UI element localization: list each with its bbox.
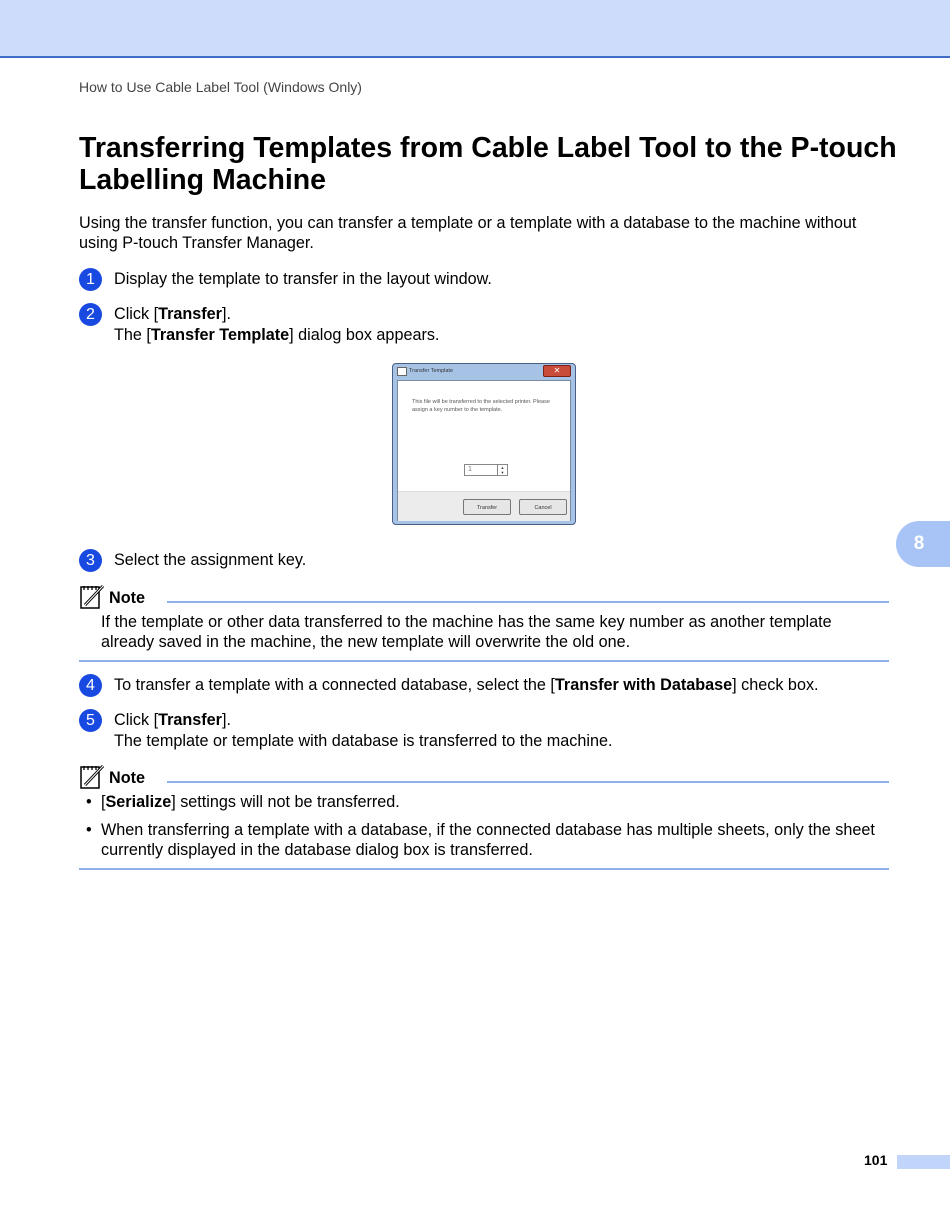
- note-label: Note: [109, 589, 145, 607]
- chapter-number: 8: [913, 533, 925, 554]
- note-rule: [167, 781, 889, 783]
- step-2: [79, 304, 899, 345]
- step-text: [114, 304, 899, 345]
- step-text-suffix: ] check box.: [732, 676, 819, 694]
- note-box-2: [79, 764, 889, 870]
- transfer-button: Transfer: [463, 499, 511, 515]
- step-text: Select the assignment key.: [114, 551, 307, 569]
- note-pencil-icon: [79, 764, 107, 790]
- step-number: 3: [79, 549, 102, 572]
- step-bold-term: Transfer: [158, 305, 222, 323]
- close-icon: ✕: [543, 365, 571, 377]
- running-head: How to Use Cable Label Tool (Windows Only): [79, 79, 362, 95]
- step-text: [114, 675, 899, 696]
- cancel-button: Cancel: [519, 499, 567, 515]
- bullet-text: When transferring a template with a database, if the connected database has multiple sheets, only the sheet currently displayed in the database dialog box is transferred.: [101, 821, 875, 859]
- step-line2: The template or template with database is transferred to the machine.: [114, 731, 613, 750]
- note-text: If the template or other data transferred to the machine has the same key number as another template already saved in the machine, the new template will overwrite the old one.: [101, 613, 832, 651]
- page-title: Transferring Templates from Cable Label Tool to the P-touch Labelling Machine: [79, 132, 897, 196]
- step-text-prefix: Click [: [114, 305, 159, 323]
- step-text-prefix: Click [: [114, 711, 159, 729]
- bullet-icon: •: [86, 793, 92, 811]
- step-text-suffix: ].: [221, 305, 231, 323]
- step-5: [79, 710, 899, 751]
- step-text: Display the template to transfer in the layout window.: [114, 270, 492, 288]
- dialog-message: This file will be transferred to the selected printer. Please assign a key number to the template.: [412, 399, 550, 413]
- chapter-tab: [896, 521, 950, 567]
- note-header: [79, 764, 889, 790]
- note-pencil-icon: [79, 584, 107, 610]
- key-number-spinner: [464, 464, 508, 476]
- step-text-prefix: To transfer a template with a connected database, select the [: [114, 676, 555, 694]
- dialog-client-area: [397, 380, 571, 521]
- window-icon: [397, 367, 407, 376]
- step-line2-bold: Transfer Template: [150, 325, 290, 344]
- note-rule: [167, 601, 889, 603]
- step-3: [79, 550, 899, 571]
- spin-down-icon: ▼: [500, 470, 505, 475]
- dialog-title: Transfer Template: [409, 368, 454, 374]
- step-line2-suffix: ] dialog box appears.: [289, 325, 440, 344]
- dialog-title-bar: [393, 364, 575, 378]
- page-number: 101: [864, 1152, 888, 1168]
- note-bottom-rule: [79, 660, 889, 662]
- step-text-suffix: ].: [221, 711, 231, 729]
- note-box-1: [79, 584, 889, 662]
- top-band: [0, 0, 950, 58]
- list-item: [79, 792, 889, 812]
- note-bullet-list: [79, 792, 889, 860]
- note-bottom-rule: [79, 868, 889, 870]
- step-number: 2: [79, 303, 102, 326]
- step-number: 1: [79, 268, 102, 291]
- bullet-text-suffix: ] settings will not be transferred.: [171, 793, 400, 811]
- list-item: [79, 820, 889, 860]
- step-text: [114, 710, 899, 751]
- step-number: 4: [79, 674, 102, 697]
- step-bold-term: Transfer with Database: [554, 676, 733, 694]
- step-1: [79, 269, 899, 290]
- note-label: Note: [109, 769, 145, 787]
- step-line2-prefix: The [: [114, 325, 151, 344]
- bullet-text-prefix: [: [101, 793, 106, 811]
- bullet-icon: •: [86, 821, 92, 839]
- step-bold-term: Transfer: [158, 711, 222, 729]
- key-number-value: 1: [468, 466, 472, 473]
- spinner-arrows: [497, 465, 507, 475]
- intro-paragraph: Using the transfer function, you can transfer a template or a template with a database to the machine without using P-touch Transfer Manager.: [79, 214, 857, 252]
- step-number: 5: [79, 709, 102, 732]
- dialog-footer: [398, 491, 570, 521]
- spin-up-icon: ▲: [500, 465, 505, 470]
- transfer-template-dialog-screenshot: [392, 363, 576, 525]
- step-4: [79, 675, 899, 696]
- page-number-bar: [897, 1155, 950, 1169]
- bullet-bold-term: Serialize: [105, 793, 172, 811]
- note-header: [79, 584, 889, 610]
